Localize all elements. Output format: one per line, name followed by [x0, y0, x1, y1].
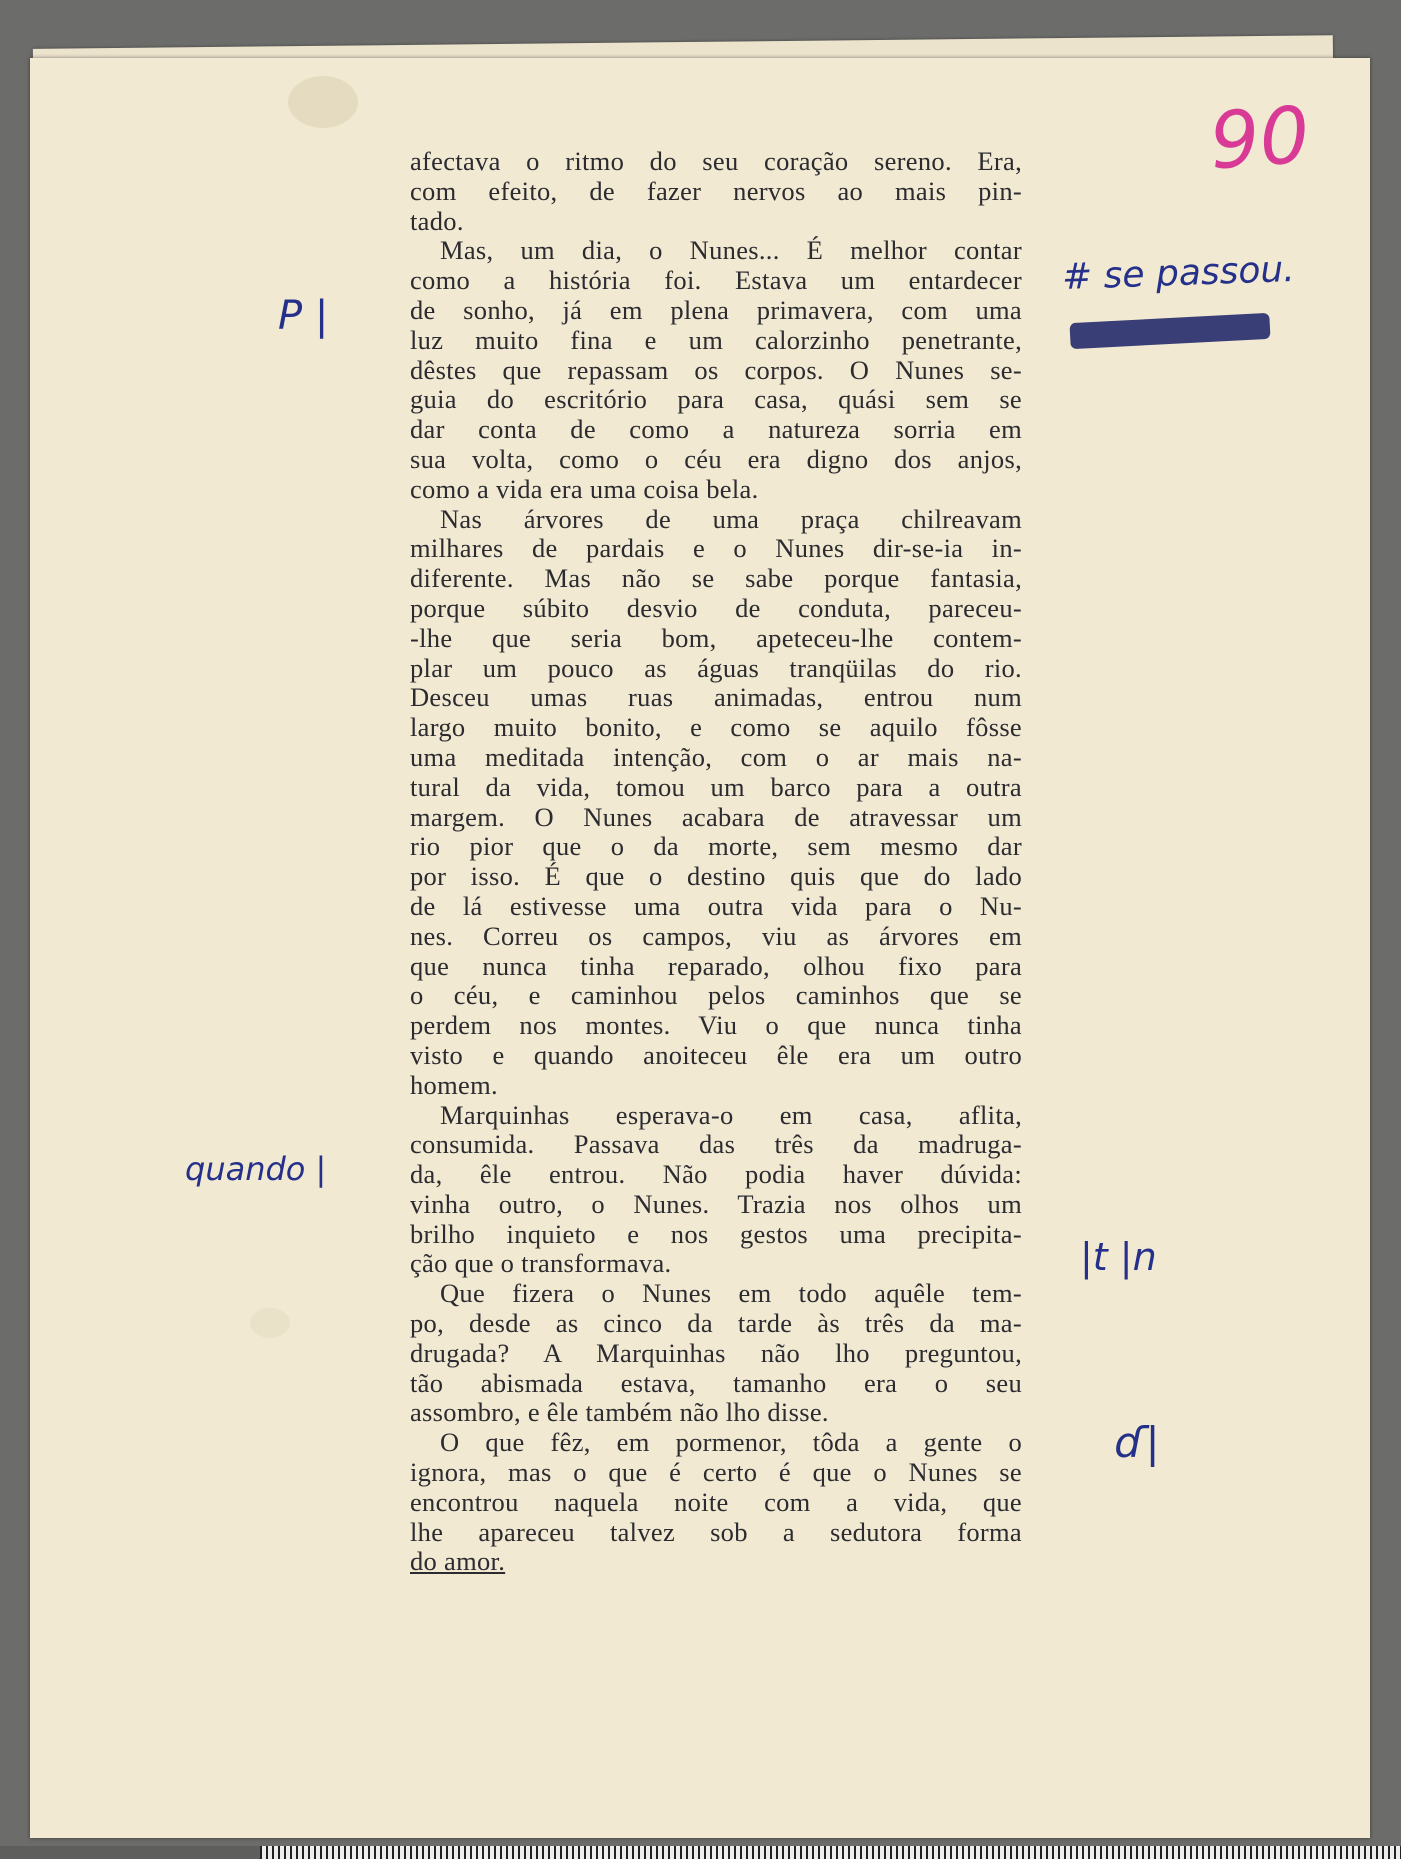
text-line: Desceu umas ruas animadas, entrou num: [410, 682, 1022, 713]
text-line: tural da vida, tomou um barco para a outra: [410, 771, 1022, 802]
text-line: ção que o transformava.: [410, 1248, 672, 1279]
text-line: rio pior que o da morte, sem mesmo dar: [410, 831, 1022, 862]
margin-note-p: P |: [278, 293, 329, 339]
text-line: homem.: [410, 1069, 498, 1100]
text-line: sua volta, como o céu era digno dos anjos,: [410, 443, 1022, 474]
text-line: encontrou naquela noite com a vida, que: [410, 1486, 1022, 1517]
text-line: de sonho, já em plena primavera, com uma: [410, 294, 1022, 325]
text-line: dar conta de como a natureza sorria em: [410, 414, 1022, 445]
text-line: dêstes que repassam os corpos. O Nunes se-: [410, 354, 1022, 385]
typed-text-block: [410, 147, 1022, 1577]
text-line: de lá estivesse uma outra vida para o Nu-: [410, 890, 1022, 921]
text-line: guia do escritório para casa, quási sem se: [410, 384, 1022, 415]
paper-stain: [288, 76, 358, 128]
text-line: plar um pouco as águas tranqüilas do rio.: [410, 652, 1022, 683]
paper-stain: [250, 1308, 290, 1338]
text-line: Marquinhas esperava-o em casa, aflita,: [440, 1099, 1022, 1130]
text-line: visto e quando anoiteceu êle era um outro: [410, 1039, 1022, 1070]
text-line: consumida. Passava das três da madruga-: [410, 1129, 1022, 1160]
text-line: milhares de pardais e o Nunes dir-se-ia in-: [410, 533, 1022, 564]
margin-note-se-passou: # se passou.: [1061, 248, 1296, 299]
text-line: Que fizera o Nunes em todo aquêle tem-: [440, 1278, 1022, 1309]
text-line: po, desde as cinco da tarde às três da ma-: [410, 1308, 1022, 1339]
text-line: Nas árvores de uma praça chilreavam: [440, 503, 1022, 534]
text-line: porque súbito desvio de conduta, pareceu-: [410, 592, 1022, 623]
text-line: tão abismada estava, tamanho era o seu: [410, 1367, 1022, 1398]
margin-note-tin: |t |n: [1080, 1235, 1157, 1279]
text-line: nes. Correu os campos, viu as árvores em: [410, 920, 1022, 951]
text-line: por isso. É que o destino quis que do lado: [410, 861, 1022, 892]
text-line: como a história foi. Estava um entardecer: [410, 265, 1022, 296]
text-line: ignora, mas o que é certo é que o Nunes se: [410, 1457, 1022, 1488]
text-line: largo muito bonito, e como se aquilo fôsse: [410, 712, 1022, 743]
text-line: afectava o ritmo do seu coração sereno. Era,: [410, 146, 1022, 176]
text-line: lhe apareceu talvez sob a sedutora forma: [410, 1516, 1022, 1547]
text-line: do amor.: [410, 1546, 506, 1577]
page-number: 90: [1206, 90, 1313, 188]
text-line: diferente. Mas não se sabe porque fantasia,: [410, 563, 1022, 594]
text-line: tado.: [410, 205, 464, 236]
text-line: com efeito, de fazer nervos ao mais pin-: [410, 175, 1022, 206]
text-line: vinha outro, o Nunes. Trazia nos olhos um: [410, 1188, 1022, 1219]
text-line: Mas, um dia, o Nunes... É melhor contar: [440, 235, 1022, 266]
text-line: assombro, e êle também não lho disse.: [410, 1397, 829, 1428]
margin-note-quando: quando |: [185, 1150, 327, 1188]
text-line: que nunca tinha reparado, olhou fixo para: [410, 950, 1022, 981]
text-line: -lhe que seria bom, apeteceu-lhe contem-: [410, 622, 1022, 653]
text-line: drugada? A Marquinhas não lho preguntou,: [410, 1337, 1022, 1368]
text-line: o céu, e caminhou pelos caminhos que se: [410, 980, 1022, 1011]
text-line: uma meditada intenção, com o ar mais na-: [410, 741, 1022, 772]
margin-note-mark: ɗ|: [1115, 1418, 1160, 1467]
text-line: O que fêz, em pormenor, tôda a gente o: [440, 1427, 1022, 1458]
scale-ruler: [260, 1846, 1401, 1859]
text-line: margem. O Nunes acabara de atravessar um: [410, 801, 1022, 832]
text-line: da, êle entrou. Não podia haver dúvida:: [410, 1159, 1022, 1190]
text-line: como a vida era uma coisa bela.: [410, 473, 759, 504]
text-line: luz muito fina e um calorzinho penetrante,: [410, 324, 1022, 355]
scan-border: [0, 1846, 260, 1859]
text-line: perdem nos montes. Viu o que nunca tinha: [410, 1010, 1022, 1041]
text-line: brilho inquieto e nos gestos uma precipita-: [410, 1218, 1022, 1249]
